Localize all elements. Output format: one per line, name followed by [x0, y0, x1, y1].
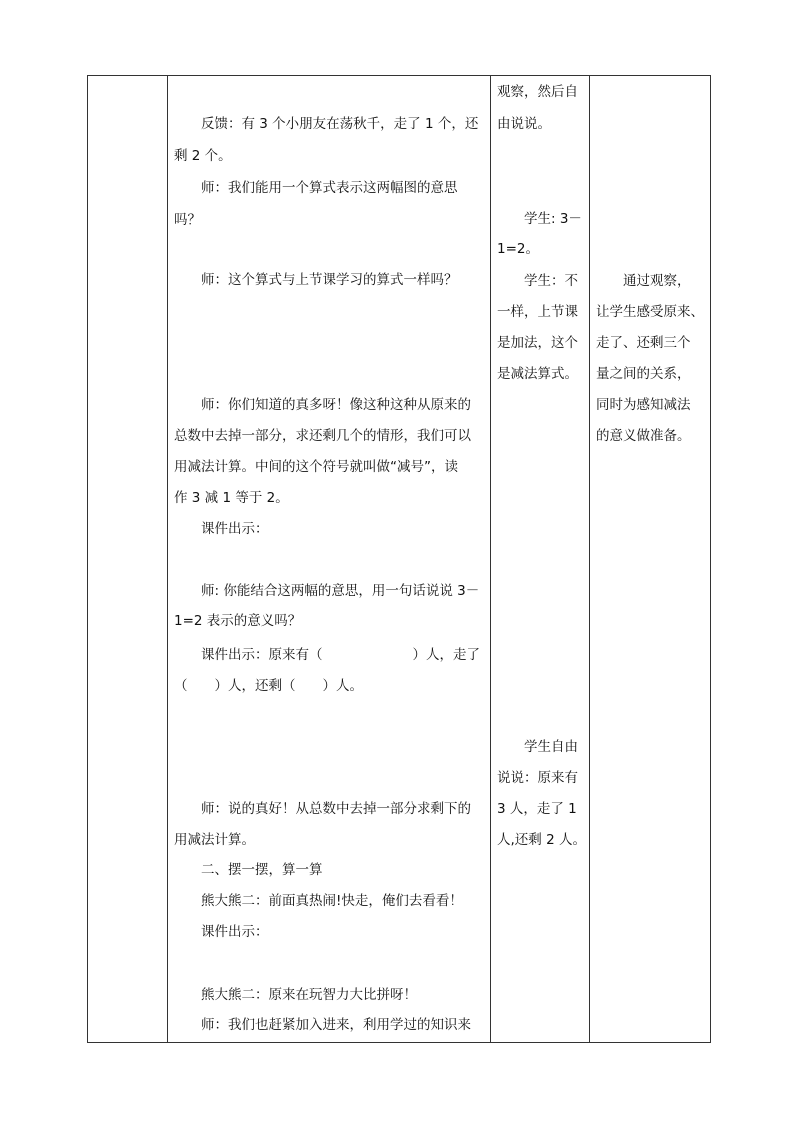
text-line: 用减法计算。中间的这个符号就叫做“减号”，读	[174, 459, 458, 475]
text-line: 师：我们能用一个算式表示这两幅图的意思	[174, 180, 458, 196]
text-line: 量之间的关系，	[596, 366, 691, 382]
text-line: 说说：原来有	[497, 770, 578, 786]
text-line: 反馈：有 3 个小朋友在荡秋千，走了 1 个，还	[174, 116, 479, 132]
text-line: 一样，上节课	[497, 304, 578, 320]
lesson-plan-table	[87, 75, 711, 1043]
text-line: 师：你们知道的真多呀！像这种这种从原来的	[174, 397, 471, 413]
teacher-activity-cell	[168, 76, 491, 1043]
text-line: 总数中去掉一部分，求还剩几个的情形，我们可以	[174, 428, 471, 444]
text-line: 剩 2 个。	[174, 148, 232, 164]
text-line: 同时为感知减法	[596, 397, 691, 413]
text-line: 课件出示：	[174, 521, 269, 537]
text-line: 课件出示：	[174, 924, 269, 940]
text-line: 师：我们也赶紧加入进来，利用学过的知识来	[174, 1017, 471, 1033]
text-segment: 课件出示：原来有（	[174, 647, 323, 663]
text-line: 是加法，这个	[497, 335, 578, 351]
text-segment: ）人，走了	[412, 647, 480, 663]
text-line: 熊大熊二：原来在玩智力大比拼呀！	[174, 987, 417, 1003]
text-line: 学生: 3－	[497, 211, 582, 227]
text-line: 二、摆一摆，算一算	[174, 862, 323, 878]
text-line-fill-blank	[174, 645, 480, 665]
student-activity-cell	[491, 76, 590, 1043]
text-line: 走了、还剩三个	[596, 335, 691, 351]
design-intent-cell	[590, 76, 711, 1043]
text-line: 学生：不	[497, 273, 578, 289]
text-line: 学生自由	[497, 739, 578, 755]
text-line: 观察，然后自	[497, 84, 578, 100]
text-line: 让学生感受原来、	[596, 304, 704, 320]
text-line: 是减法算式。	[497, 366, 578, 382]
table-row	[88, 76, 711, 1043]
text-line: 吗？	[174, 212, 201, 228]
text-line: 3 人，走了 1	[497, 801, 577, 817]
text-line: （ ）人，还剩（ ）人。	[174, 678, 363, 694]
text-line: 的意义做准备。	[596, 428, 691, 444]
text-line: 用减法计算。	[174, 832, 255, 848]
text-line: 通过观察，	[596, 273, 691, 289]
text-line: 师: 你能结合这两幅的意思，用一句话说说 3－	[174, 583, 480, 599]
stage-column-cell	[88, 76, 168, 1043]
text-line: 人,还剩 2 人。	[497, 832, 586, 848]
text-line: 熊大熊二：前面真热闹!快走，俺们去看看！	[174, 893, 463, 909]
text-line: 1=2。	[497, 241, 539, 257]
text-line: 作 3 减 1 等于 2。	[174, 490, 289, 506]
text-line: 由说说。	[497, 116, 551, 132]
text-line: 1=2 表示的意义吗？	[174, 613, 302, 629]
text-line: 师：这个算式与上节课学习的算式一样吗？	[174, 272, 458, 288]
text-line: 师：说的真好！从总数中去掉一部分求剩下的	[174, 801, 471, 817]
